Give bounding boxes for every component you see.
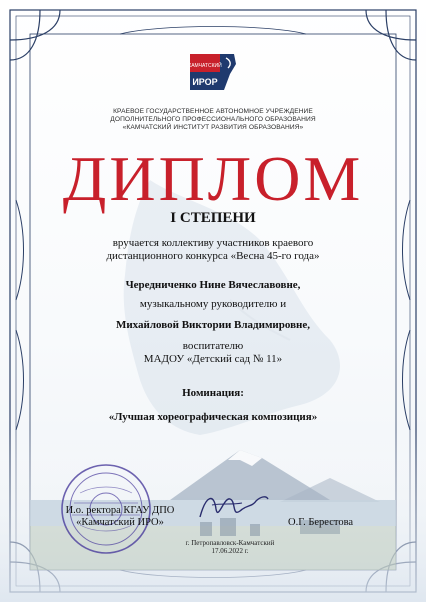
nomination-label: Номинация: xyxy=(182,387,244,399)
recipient-2-role: воспитателю xyxy=(182,340,244,352)
issue-date: 17.06.2022 г. xyxy=(211,547,249,555)
recipient-1-name: Чередниченко Нине Вячеславовне, xyxy=(125,279,301,291)
signatory-position-line-2: «Камчатский ИРО» xyxy=(76,517,164,528)
institution: МАДОУ «Детский сад № 11» xyxy=(143,353,283,365)
signatory-name: О.Г. Берестова xyxy=(288,517,354,528)
diploma-title: ДИПЛОМ xyxy=(62,143,364,214)
organization-name xyxy=(40,108,386,132)
org-line-1: КРАЕВОЕ ГОСУДАРСТВЕННОЕ АВТОНОМНОЕ УЧРЕЖДЕНИЕ xyxy=(113,108,313,115)
org-line-2: ДОПОЛНИТЕЛЬНОГО ПРОФЕССИОНАЛЬНОГО ОБРАЗОВАНИЯ xyxy=(110,116,316,123)
diploma-degree: I СТЕПЕНИ xyxy=(170,210,256,226)
recipient-1-role: музыкальному руководителю и xyxy=(139,298,287,310)
nomination-value: «Лучшая хореографическая композиция» xyxy=(108,411,318,423)
logo-bottom-text: ИРОР xyxy=(192,77,218,87)
org-line-3: «КАМЧАТСКИЙ ИНСТИТУТ РАЗВИТИЯ ОБРАЗОВАНИЯ» xyxy=(122,124,304,131)
issue-place-date xyxy=(160,539,300,555)
logo-top-text: КАМЧАТСКИЙ xyxy=(188,63,222,69)
recipient-2-name: Михайловой Виктории Владимировне, xyxy=(115,319,311,331)
awarded-line-1: вручается коллективу участников краевого xyxy=(112,237,314,249)
issue-city: г. Петропавловск-Камчатский xyxy=(185,539,275,547)
iro-logo xyxy=(186,48,240,94)
signatory-position-line-1: И.о. ректора КГАУ ДПО xyxy=(65,505,175,516)
awarded-line-2: дистанционного конкурса «Весна 45-го года» xyxy=(106,250,320,262)
handwritten-signature xyxy=(196,487,270,525)
signatory-position xyxy=(40,505,200,529)
